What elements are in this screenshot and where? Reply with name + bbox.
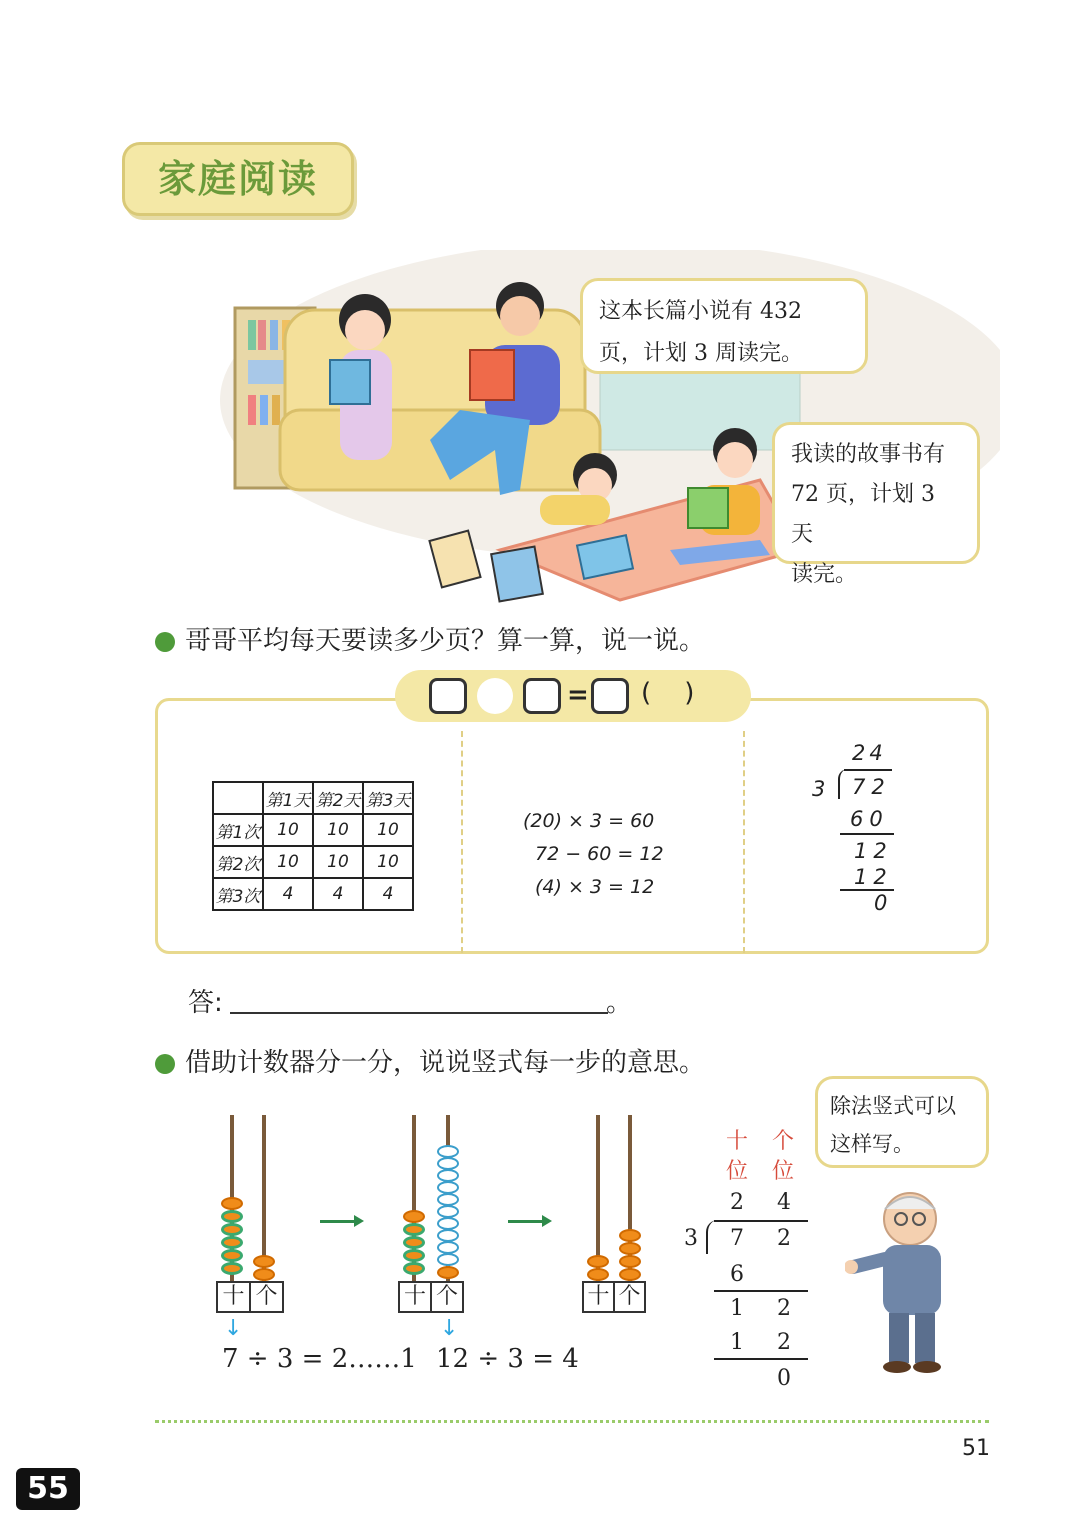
question-2-text: 借助计数器分一分，说说竖式每一步的意思。 xyxy=(185,1048,706,1078)
boy-speech-line2: 72 页，计划 3 天 xyxy=(791,482,935,547)
abacus-2 xyxy=(398,1115,478,1315)
bead xyxy=(619,1255,641,1268)
header-ones-1: 个 xyxy=(772,1129,795,1154)
down-arrow-icon: ↓ xyxy=(440,1316,459,1341)
subtract-1: 6 xyxy=(730,1262,744,1287)
table-cell: 4 xyxy=(313,878,363,910)
boy-speech-bubble xyxy=(772,422,980,587)
header-ones-2: 位 xyxy=(772,1159,795,1184)
divisor: 3 xyxy=(684,1226,698,1251)
tens-label: 十 xyxy=(403,1284,426,1309)
table-cell: 第2次 xyxy=(213,846,263,878)
abacus-3 xyxy=(580,1115,660,1315)
answer-period: 。 xyxy=(606,988,633,1018)
bead xyxy=(253,1268,275,1281)
right-arrow-icon xyxy=(320,1220,356,1223)
answer-label: 答: xyxy=(188,988,223,1018)
table-cell: 10 xyxy=(363,814,413,846)
section-title: 家庭阅读 xyxy=(157,157,318,201)
final-remainder: 0 xyxy=(777,1366,791,1391)
unit-parentheses: ( ) xyxy=(641,678,695,708)
bead xyxy=(221,1210,243,1223)
table-header-cell: 第1天 xyxy=(263,782,313,814)
table-cell: 10 xyxy=(263,814,313,846)
bead xyxy=(403,1249,425,1262)
dividend-ones: 2 xyxy=(777,1226,791,1251)
bead xyxy=(253,1255,275,1268)
blank-square[interactable] xyxy=(523,678,561,714)
calc-line: (20) × 3 = 60 xyxy=(523,810,655,832)
section-title-tag xyxy=(122,142,354,216)
table-cell: 第1次 xyxy=(213,814,263,846)
bead xyxy=(403,1262,425,1275)
table-cell: 第3次 xyxy=(213,878,263,910)
bead xyxy=(437,1253,459,1266)
bead xyxy=(587,1268,609,1281)
boy-speech-line1: 我读的故事书有 xyxy=(791,442,946,467)
grandpa-illustration xyxy=(845,1185,965,1375)
division-line xyxy=(714,1358,808,1360)
hw-final: 0 xyxy=(874,891,888,915)
table-cell: 10 xyxy=(363,846,413,878)
page-tag-badge: 55 xyxy=(16,1468,80,1510)
equation-template-bar xyxy=(395,670,751,722)
division-line xyxy=(714,1290,808,1292)
bead xyxy=(403,1236,425,1249)
bullet-dot-icon xyxy=(155,1054,175,1074)
calc-line: (4) × 3 = 12 xyxy=(535,876,655,898)
header-tens-2: 位 xyxy=(726,1159,749,1184)
place-value-label xyxy=(216,1281,284,1313)
handwritten-table xyxy=(212,781,414,911)
hw-line xyxy=(840,833,894,835)
header-tens-1: 十 xyxy=(726,1129,749,1154)
abacus-1 xyxy=(210,1115,290,1315)
question-2 xyxy=(155,1042,705,1079)
boy-speech-line3: 读完。 xyxy=(791,562,858,587)
dad-speech-text: 这本长篇小说有 432 页，计划 3 周读完。 xyxy=(599,299,803,366)
ones-label: 个 xyxy=(613,1283,644,1311)
long-division xyxy=(680,1120,820,1400)
bead xyxy=(221,1236,243,1249)
dashed-divider xyxy=(461,731,463,953)
subtract-2-ones: 2 xyxy=(777,1330,791,1355)
remainder-1-ones: 2 xyxy=(777,1296,791,1321)
dad-speech-bubble xyxy=(580,278,868,374)
hw-remainder-1: 12 xyxy=(854,839,893,863)
right-arrow-icon xyxy=(508,1220,544,1223)
quotient-ones: 4 xyxy=(777,1190,791,1215)
hw-subtract-2: 12 xyxy=(854,865,893,889)
bead xyxy=(619,1242,641,1255)
hw-quotient: 24 xyxy=(852,741,887,765)
bead xyxy=(587,1255,609,1268)
grandpa-speech-bubble xyxy=(815,1076,989,1168)
hw-divisor: 3 xyxy=(812,777,826,801)
abacus-equation-2: 12 ÷ 3 = 4 xyxy=(436,1344,579,1374)
dividend-tens: 7 xyxy=(730,1226,744,1251)
ones-label: 个 xyxy=(249,1283,282,1311)
tens-label: 十 xyxy=(222,1284,245,1309)
table-cell: 10 xyxy=(263,846,313,878)
bead xyxy=(403,1223,425,1236)
table-header-cell xyxy=(213,782,263,814)
footer-dotted-line xyxy=(155,1420,989,1423)
hw-division-bracket xyxy=(838,769,850,799)
bead xyxy=(221,1223,243,1236)
bead xyxy=(221,1249,243,1262)
blank-circle[interactable] xyxy=(477,678,513,714)
bead xyxy=(619,1229,641,1242)
table-cell: 4 xyxy=(363,878,413,910)
question-1-text: 哥哥平均每天要读多少页？算一算，说一说。 xyxy=(185,626,706,656)
down-arrow-icon: ↓ xyxy=(224,1316,243,1341)
place-value-label xyxy=(582,1281,646,1313)
bullet-dot-icon xyxy=(155,632,175,652)
grandpa-speech-text: 除法竖式可以这样写。 xyxy=(830,1094,956,1156)
work-box xyxy=(155,698,989,954)
equals-sign: = xyxy=(567,680,589,710)
abacus-equation-1: 7 ÷ 3 = 2……1 xyxy=(222,1344,417,1374)
table-header-cell: 第3天 xyxy=(363,782,413,814)
table-cell: 10 xyxy=(313,814,363,846)
bead xyxy=(403,1210,425,1223)
remainder-1-tens: 1 xyxy=(730,1296,744,1321)
bead xyxy=(221,1262,243,1275)
ones-label: 个 xyxy=(430,1283,462,1311)
bead xyxy=(437,1266,459,1279)
blank-square[interactable] xyxy=(429,678,467,714)
hw-dividend: 72 xyxy=(852,775,891,799)
bead xyxy=(221,1197,243,1210)
quotient-tens: 2 xyxy=(730,1190,744,1215)
page-number: 51 xyxy=(962,1436,990,1461)
blank-square[interactable] xyxy=(591,678,629,714)
dashed-divider xyxy=(743,731,745,953)
division-bracket xyxy=(706,1220,720,1254)
answer-input-line[interactable] xyxy=(230,1012,608,1014)
calc-line: 72 − 60 = 12 xyxy=(535,843,664,865)
hw-subtract-1: 60 xyxy=(850,807,889,831)
table-header-cell: 第2天 xyxy=(313,782,363,814)
tens-label: 十 xyxy=(587,1284,610,1309)
division-bar xyxy=(714,1220,808,1222)
middle-calculation xyxy=(523,805,664,904)
bead xyxy=(619,1268,641,1281)
question-1 xyxy=(155,620,705,657)
table-cell: 10 xyxy=(313,846,363,878)
table-cell: 4 xyxy=(263,878,313,910)
place-value-label xyxy=(398,1281,464,1313)
handwritten-long-division xyxy=(808,741,908,921)
subtract-2-tens: 1 xyxy=(730,1330,744,1355)
hw-division-bar xyxy=(844,769,892,771)
